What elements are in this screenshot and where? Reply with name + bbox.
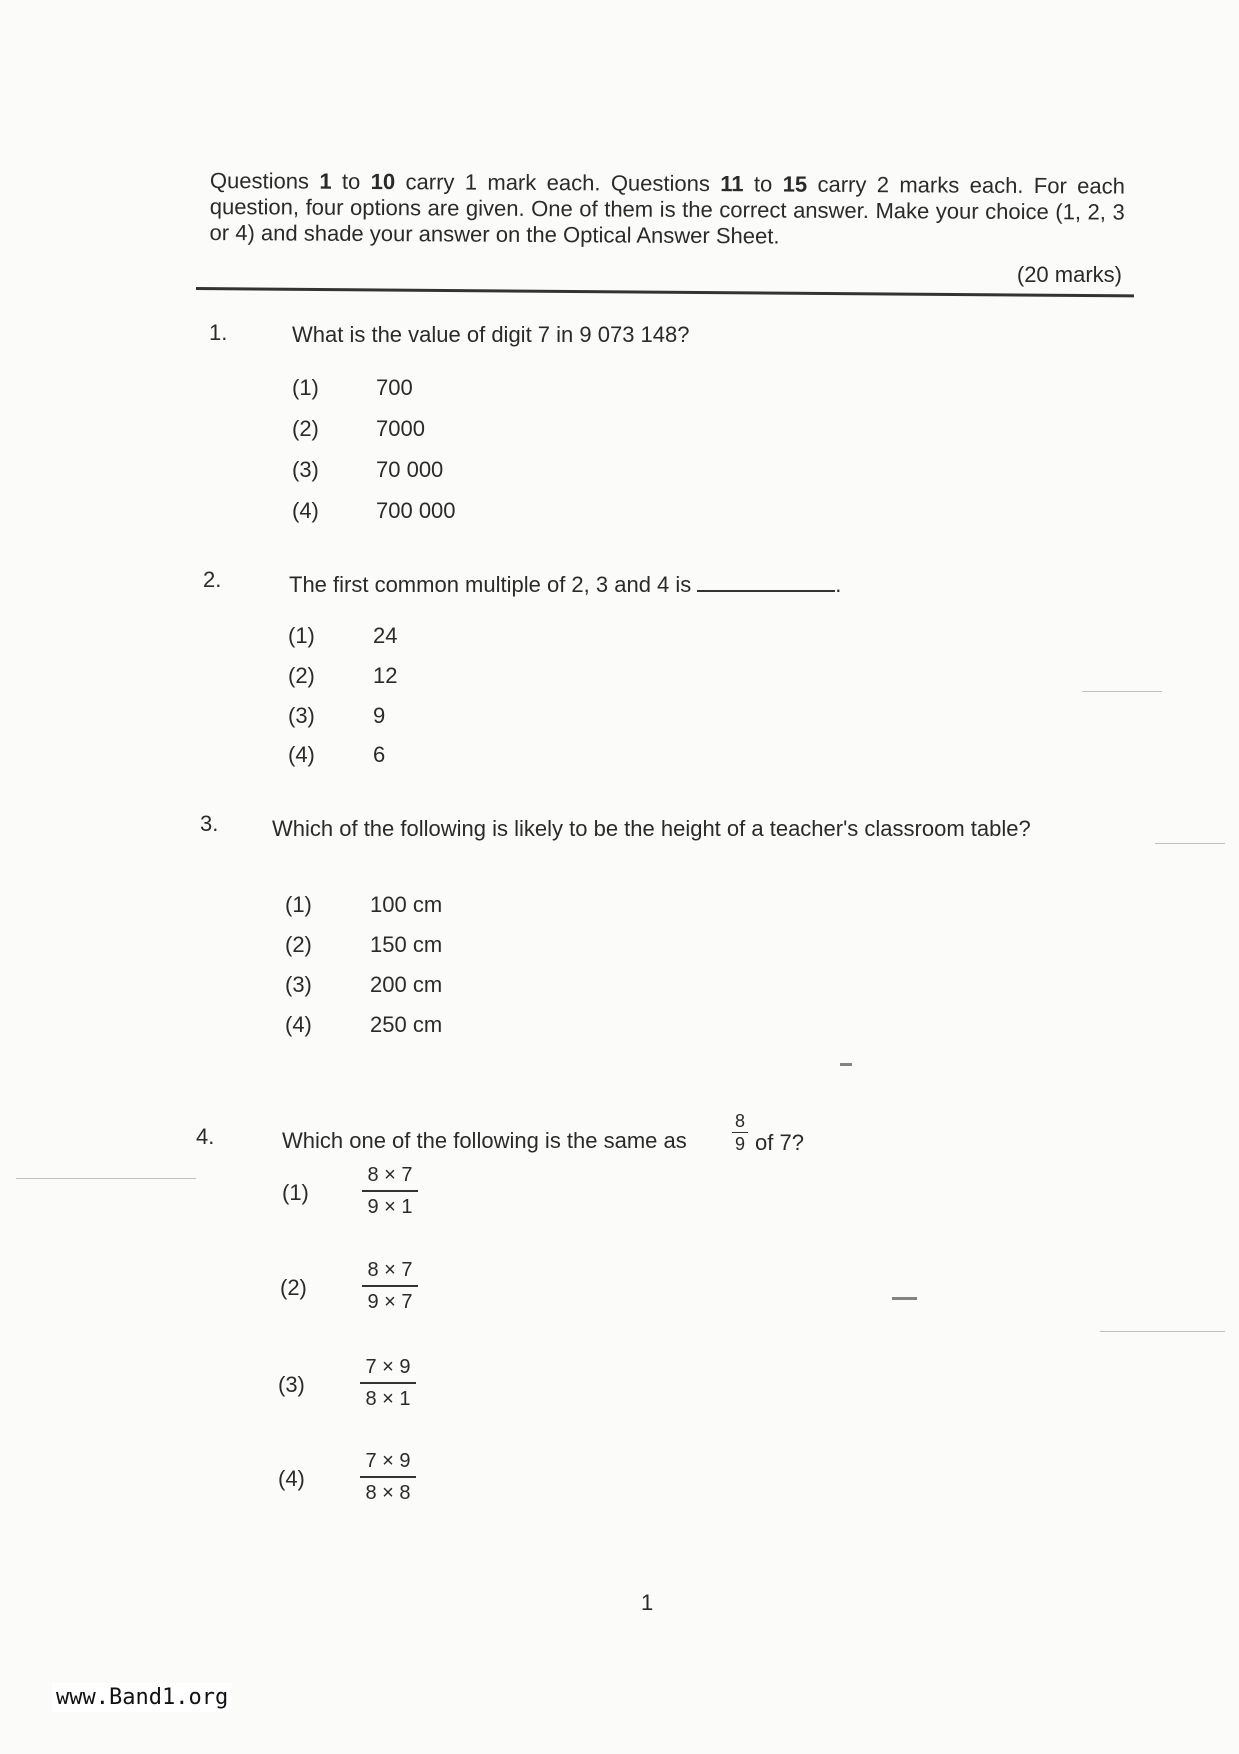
fraction-bar xyxy=(360,1382,416,1384)
question-3-option-2-value: 150 cm xyxy=(370,932,443,957)
fraction-numerator: 8 × 7 xyxy=(367,1164,413,1186)
question-1-option-4-label: (4) xyxy=(292,498,319,523)
instr-text: to xyxy=(331,168,371,194)
page-number: 1 xyxy=(641,1590,654,1615)
footer-watermark: www.Band1.org xyxy=(52,1683,232,1712)
question-1-option-3-label: (3) xyxy=(292,457,319,482)
question-4-text-before: Which one of the following is the same as xyxy=(282,1128,687,1153)
fraction-bar xyxy=(360,1476,416,1478)
scan-noise xyxy=(1082,691,1162,692)
question-1-option-1-value: 700 xyxy=(376,375,413,400)
scan-noise xyxy=(840,1063,852,1066)
instr-text: Questions xyxy=(209,168,320,194)
fraction-denominator: 8 × 8 xyxy=(365,1482,411,1504)
question-2-option-2-value: 12 xyxy=(373,663,398,688)
instr-bold: 11 xyxy=(720,171,744,197)
question-2-option-4-value: 6 xyxy=(373,742,386,767)
question-2-period: . xyxy=(835,572,842,597)
question-4-option-1-fraction xyxy=(362,1163,418,1219)
question-2-option-3-label: (3) xyxy=(288,703,315,728)
question-1-option-1-label: (1) xyxy=(292,375,319,400)
instr-text: to xyxy=(743,171,783,197)
question-1-option-4-value: 700 000 xyxy=(376,498,456,523)
fraction-denominator: 9 xyxy=(734,1134,745,1154)
instr-bold: 10 xyxy=(370,168,396,195)
question-3-text: Which of the following is likely to be the height of a teacher's classroom table? xyxy=(272,816,1031,841)
instr-text: carry 1 mark each. Questions xyxy=(395,169,721,197)
question-3-option-1-label: (1) xyxy=(285,892,312,917)
fraction-denominator: 9 × 1 xyxy=(367,1196,413,1218)
question-4-text-after: of 7? xyxy=(755,1130,804,1155)
question-4-option-3-label: (3) xyxy=(278,1372,305,1397)
fraction-numerator: 7 × 9 xyxy=(365,1450,411,1472)
fraction-bar xyxy=(732,1132,748,1133)
question-4-option-3-fraction xyxy=(360,1355,416,1411)
fraction-bar xyxy=(362,1190,418,1192)
question-2-option-2-label: (2) xyxy=(288,663,315,688)
question-4-option-2-label: (2) xyxy=(280,1275,307,1300)
question-3-option-4-value: 250 cm xyxy=(370,1012,443,1037)
question-4-fraction xyxy=(732,1112,748,1153)
scan-noise xyxy=(1100,1331,1225,1332)
fraction-numerator: 8 xyxy=(734,1111,745,1131)
section-divider xyxy=(196,287,1134,297)
instr-bold: 15 xyxy=(782,171,808,197)
question-2-number: 2. xyxy=(203,567,222,592)
question-4-option-4-fraction xyxy=(360,1449,416,1505)
question-2-option-3-value: 9 xyxy=(373,703,386,728)
fraction-numerator: 7 × 9 xyxy=(365,1356,411,1378)
question-1-text: What is the value of digit 7 in 9 073 148? xyxy=(292,322,690,347)
question-3-option-2-label: (2) xyxy=(285,932,312,957)
question-2-stem xyxy=(289,572,841,598)
scan-noise xyxy=(16,1178,196,1179)
question-3-option-1-value: 100 cm xyxy=(370,892,443,917)
total-marks: (20 marks) xyxy=(1016,262,1122,287)
question-3-option-4-label: (4) xyxy=(285,1012,312,1037)
fraction-denominator: 9 × 7 xyxy=(367,1291,413,1313)
question-4-option-1-label: (1) xyxy=(282,1180,309,1205)
fraction-denominator: 8 × 1 xyxy=(365,1388,411,1410)
question-3-option-3-value: 200 cm xyxy=(370,972,443,997)
question-4-number: 4. xyxy=(196,1124,215,1149)
question-4-option-2-fraction xyxy=(362,1258,418,1314)
fraction-bar xyxy=(362,1285,418,1287)
question-3-option-3-label: (3) xyxy=(285,972,312,997)
question-1-option-3-value: 70 000 xyxy=(376,457,444,482)
question-2-option-1-value: 24 xyxy=(373,623,398,648)
question-3-number: 3. xyxy=(200,811,219,836)
scan-noise xyxy=(892,1297,917,1300)
scan-noise xyxy=(1155,843,1225,844)
question-2-option-1-label: (1) xyxy=(288,623,315,648)
question-1-option-2-value: 7000 xyxy=(376,416,425,441)
question-2-option-4-label: (4) xyxy=(288,742,315,767)
instr-bold: 1 xyxy=(319,168,332,194)
fraction-numerator: 8 × 7 xyxy=(367,1259,413,1281)
question-1-option-2-label: (2) xyxy=(292,416,319,441)
question-1-number: 1. xyxy=(209,320,228,345)
answer-blank xyxy=(697,590,835,592)
instr-text: carry 2 marks each. For each question, four options are given. One of them is the correct answer. Make your choice (1, 2, 3 or 4) and shade your answer on the Optical Answer Sheet. xyxy=(209,171,1125,249)
instructions-paragraph xyxy=(210,168,1125,252)
question-2-text: The first common multiple of 2, 3 and 4 is xyxy=(289,572,692,597)
question-4-option-4-label: (4) xyxy=(278,1466,305,1491)
